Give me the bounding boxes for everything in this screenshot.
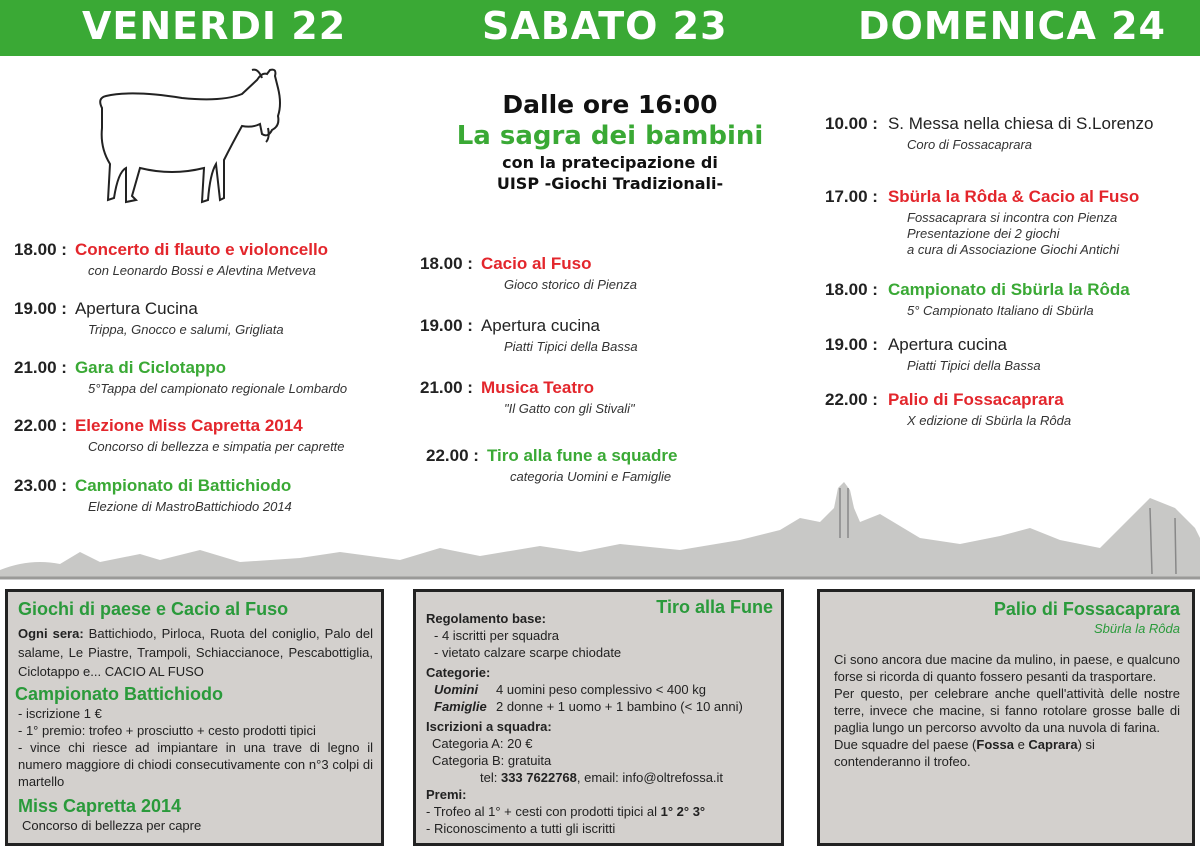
tel-number[interactable]: 333 7622768 xyxy=(500,770,577,785)
event-title: Elezione Miss Capretta 2014 xyxy=(74,416,303,435)
event-time: 22.00 : xyxy=(14,416,67,435)
day-title-venerdi: VENERDI 22 xyxy=(82,4,347,48)
tel-label: tel: xyxy=(480,770,501,785)
event-time: 22.00 : xyxy=(825,390,878,409)
event-time: 19.00 : xyxy=(825,335,878,354)
event-description: Presentazione dei 2 giochi xyxy=(907,226,1060,241)
premio-text: - Trofeo al 1° + cesti con prodotti tipici al xyxy=(426,804,661,819)
event-venerdi xyxy=(14,416,345,455)
event-description: categoria Uomini e Famiglie xyxy=(510,469,672,484)
premio-places: 1° 2° 3° xyxy=(660,804,706,819)
event-description: 5° Campionato Italiano di Sbürla xyxy=(907,303,1094,318)
event-title: Concerto di flauto e violoncello xyxy=(74,240,329,259)
event-domenica xyxy=(825,280,1130,319)
text: ) si contenderanno il trofeo. xyxy=(834,737,1095,769)
event-time: 23.00 : xyxy=(14,476,67,495)
iscrizioni-line: Categoria B: gratuita xyxy=(432,753,552,768)
event-time: 18.00 : xyxy=(825,280,878,299)
intro-time: Dalle ore 16:00 xyxy=(502,90,718,119)
regolamento-line: - vietato calzare scarpe chiodate xyxy=(434,645,622,660)
event-description: Elezione di MastroBattichiodo 2014 xyxy=(88,499,292,514)
premio-line xyxy=(426,803,773,820)
event-description: con Leonardo Bossi e Alevtina Metveva xyxy=(88,263,316,278)
event-venerdi xyxy=(14,299,284,338)
event-title: Cacio al Fuso xyxy=(480,254,592,273)
event-title: Musica Teatro xyxy=(480,378,594,397)
palio-paragraph xyxy=(834,736,1180,770)
battichiodo-line: - iscrizione 1 € xyxy=(18,706,102,721)
goat-illustration xyxy=(92,68,292,238)
event-description: X edizione di Sbürla la Rôda xyxy=(907,413,1072,428)
fune-title: Tiro alla Fune xyxy=(656,597,773,617)
battichiodo-line: - 1° premio: trofeo + prosciutto + cesto prodotti tipici xyxy=(18,723,316,738)
battichiodo-line: - vince chi riesce ad impiantare in una trave di legno il numero maggiore di chiodi consecutivamente con n°3 colpi di martello xyxy=(18,740,373,789)
event-time: 17.00 : xyxy=(825,187,878,206)
saturday-intro xyxy=(420,90,800,193)
event-description: Trippa, Gnocco e salumi, Grigliata xyxy=(88,322,284,337)
categorie-label: Categorie: xyxy=(426,665,491,680)
regolamento-label: Regolamento base: xyxy=(426,611,546,626)
header-banner xyxy=(0,0,1200,56)
categoria-desc: 2 donne + 1 uomo + 1 bambino (< 10 anni) xyxy=(496,699,743,714)
event-title: Apertura cucina xyxy=(887,335,1008,354)
miss-capretta-text: Concorso di bellezza per capre xyxy=(22,818,202,833)
team-caprara: Caprara xyxy=(1028,737,1078,752)
iscrizioni-label: Iscrizioni a squadra: xyxy=(426,719,552,734)
event-description: a cura di Associazione Giochi Antichi xyxy=(907,242,1120,257)
event-description: Concorso di bellezza e simpatia per caprette xyxy=(88,439,345,454)
event-time: 18.00 : xyxy=(420,254,473,273)
team-fossa: Fossa xyxy=(976,737,1014,752)
event-time: 21.00 : xyxy=(420,378,473,397)
categoria-row xyxy=(434,698,773,715)
event-title: Apertura cucina xyxy=(480,316,601,335)
event-sabato xyxy=(420,316,638,355)
battichiodo-title: Campionato Battichiodo xyxy=(15,684,223,704)
event-time: 19.00 : xyxy=(420,316,473,335)
event-description: Coro di Fossacaprara xyxy=(907,137,1032,152)
email[interactable]: , email: info@oltrefossa.it xyxy=(576,770,724,785)
event-title: Campionato di Battichiodo xyxy=(74,476,292,495)
regolamento-line: - 4 iscritti per squadra xyxy=(434,628,559,643)
event-title: Palio di Fossacaprara xyxy=(887,390,1064,409)
event-title: Tiro alla fune a squadre xyxy=(486,446,678,465)
village-skyline-illustration xyxy=(0,478,1200,588)
event-sabato xyxy=(420,254,637,293)
event-time: 10.00 : xyxy=(825,114,878,133)
intro-title: La sagra dei bambini xyxy=(456,121,764,151)
iscrizioni-line: Categoria A: 20 € xyxy=(432,736,533,751)
event-venerdi xyxy=(14,240,328,279)
event-description: 5°Tappa del campionato regionale Lombardo xyxy=(88,381,348,396)
event-time: 22.00 : xyxy=(426,446,479,465)
palio-paragraph: Ci sono ancora due macine da mulino, in paese, e qualcuno forse si ricorda di quanto fossero pesanti da trasportare. xyxy=(834,652,1180,684)
box-tiro-alla-fune xyxy=(413,589,784,846)
ogni-sera-text xyxy=(18,624,373,681)
event-sabato xyxy=(420,378,635,417)
event-time: 18.00 : xyxy=(14,240,67,259)
event-domenica xyxy=(825,335,1041,374)
contact-line xyxy=(480,769,773,786)
palio-title: Palio di Fossacaprara xyxy=(993,599,1180,619)
event-time: 21.00 : xyxy=(14,358,67,377)
event-time: 19.00 : xyxy=(14,299,67,318)
miss-capretta-title: Miss Capretta 2014 xyxy=(18,796,182,816)
ogni-sera-label: Ogni sera: xyxy=(18,626,84,641)
palio-paragraph: Per questo, per celebrare anche quell'attività delle nostre terre, invece che macine, si fanno rotolare grosse balle di paglia lungo un percorso avvolto da una nuvola di farina. xyxy=(834,686,1180,735)
intro-line3: con la pratecipazione di xyxy=(502,153,718,172)
text: Due squadre del paese ( xyxy=(834,737,977,752)
event-description: Piatti Tipici della Bassa xyxy=(504,339,638,354)
event-domenica xyxy=(825,187,1139,258)
giochi-title: Giochi di paese e Cacio al Fuso xyxy=(18,599,289,619)
categoria-name: Uomini xyxy=(434,682,479,697)
event-domenica xyxy=(825,390,1071,429)
premio-line: - Riconoscimento a tutti gli iscritti xyxy=(426,821,616,836)
categoria-row xyxy=(434,681,773,698)
event-title: Gara di Ciclotappo xyxy=(74,358,227,377)
event-venerdi xyxy=(14,358,347,397)
ogni-sera-games: Battichiodo, Pirloca, Ruota del coniglio, Palo del salame, Le Piastre, Trampoli, Schiaccianoce, Pescabottiglia, Ciclotappo e... CACIO AL FUSO xyxy=(18,626,374,679)
box-palio xyxy=(817,589,1195,846)
event-description: Fossacaprara si incontra con Pienza xyxy=(907,210,1118,225)
event-domenica xyxy=(825,114,1153,153)
event-description: "Il Gatto con gli Stivali" xyxy=(504,401,635,416)
event-title: Campionato di Sbürla la Rôda xyxy=(887,280,1130,299)
intro-line4: UISP -Giochi Tradizionali- xyxy=(496,174,724,193)
palio-subtitle: Sbürla la Rôda xyxy=(1094,621,1180,636)
categoria-name: Famiglie xyxy=(434,699,487,714)
box-giochi-di-paese xyxy=(5,589,384,846)
event-title: Apertura Cucina xyxy=(74,299,198,318)
text: e xyxy=(1013,737,1029,752)
event-title: S. Messa nella chiesa di S.Lorenzo xyxy=(887,114,1154,133)
event-description: Piatti Tipici della Bassa xyxy=(907,358,1041,373)
event-title: Sbürla la Rôda & Cacio al Fuso xyxy=(887,187,1140,206)
day-title-domenica: DOMENICA 24 xyxy=(858,4,1166,48)
event-description: Gioco storico di Pienza xyxy=(504,277,637,292)
day-title-sabato: SABATO 23 xyxy=(482,4,728,48)
categoria-desc: 4 uomini peso complessivo < 400 kg xyxy=(496,682,706,697)
premi-label: Premi: xyxy=(426,787,467,802)
